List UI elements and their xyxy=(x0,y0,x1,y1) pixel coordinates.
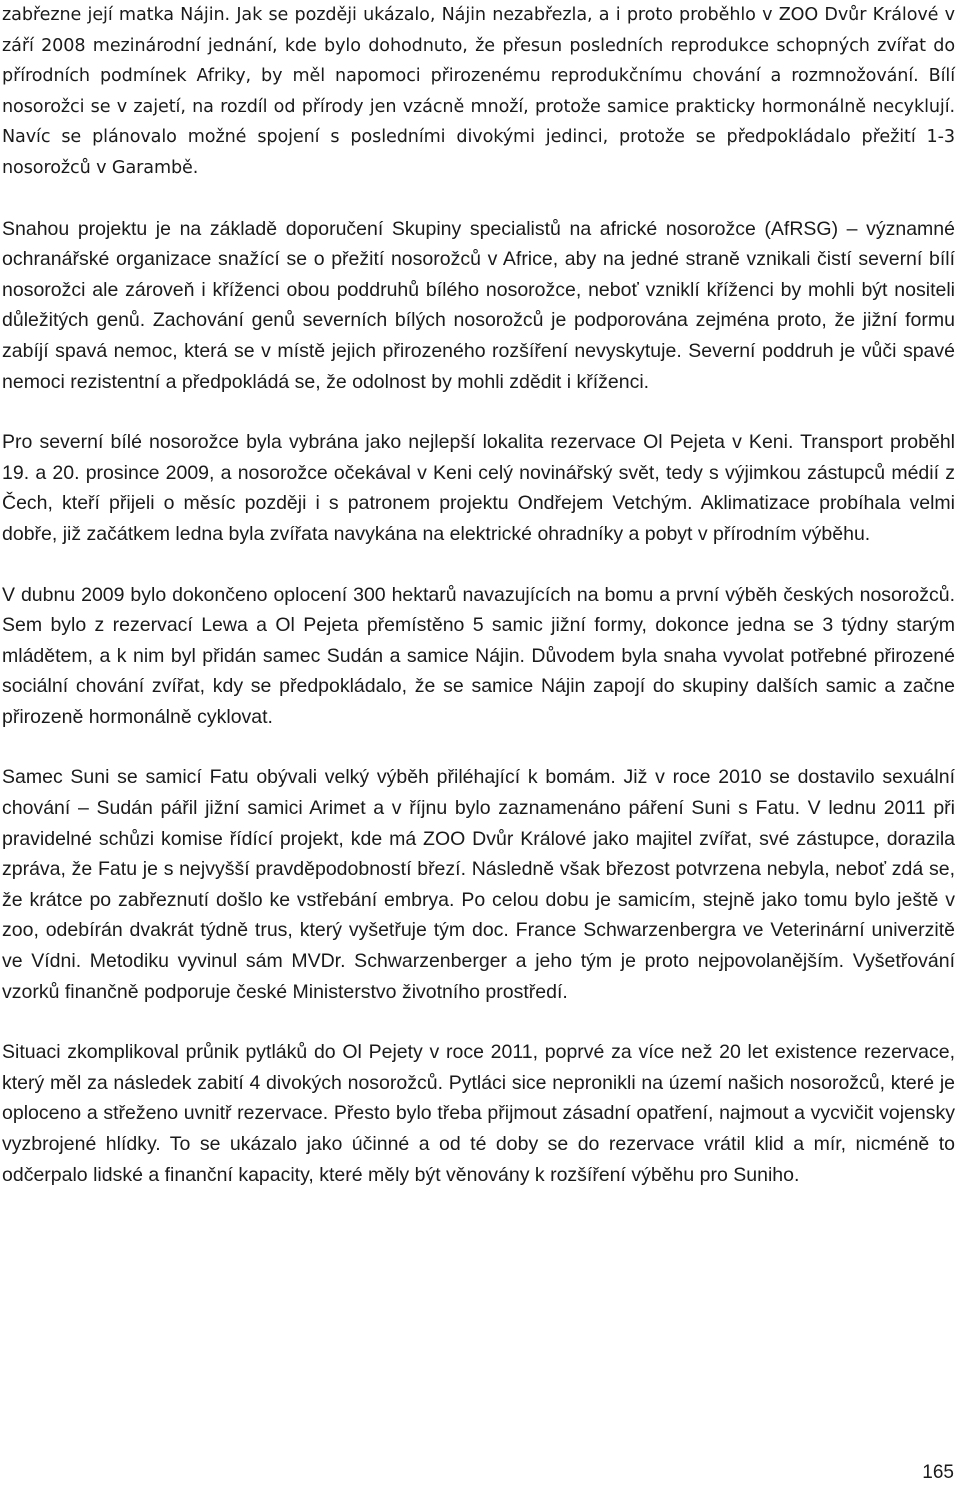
page-number: 165 xyxy=(922,1462,954,1483)
paragraph-2: Snahou projektu je na základě doporučení Skupiny specialistů na africké nosorožce (AfRSG) – významné ochranářské organizace snažící se o přežití nosorožců v Africe, aby na jedné straně vznikali čistí severní bílí nosorožci ale zároveň i kříženci obou poddruhů bílého nosorožce, neboť vzniklí kříženci by mohli být nositeli důležitých genů. Zachování genů severních bílých nosorožců je podporována zejména proto, že jižní formu zabíjí spavá nemoc, která se v místě jejich přirozeného rozšíření nevyskytuje. Severní poddruh je vůči spavé nemoci rezistentní a předpokládá se, že odolnost by mohli zdědit i kříženci. xyxy=(2,217,955,393)
paragraph-gap xyxy=(2,732,955,762)
paragraph-6: Situaci zkomplikoval průnik pytláků do Ol Pejety v roce 2011, poprvé za více než 20 let existence rezervace, který měl za následek zabití 4 divokých nosorožců. Pytláci sice nepronikli na území našich nosorožců, které je oploceno a střeženo uvnitř rezervace. Přesto bylo třeba přijmout zásadní opatření, najmout a vycvičit vojensky vyzbrojené hlídky. To se ukázalo jako účinné a od té doby se do rezervace vrátil klid a mír, nicméně to odčerpalo lidské a finanční kapacity, které měly být věnovány k rozšíření výběhu pro Suniho. xyxy=(2,1041,955,1186)
document-page xyxy=(2,0,955,1190)
paragraph-4: V dubnu 2009 bylo dokončeno oplocení 300 hektarů navazujících na bomu a první výběh českých nosorožců. Sem bylo z rezervací Lewa a Ol Pejeta přemístěno 5 samic jižní formy, dokonce jedna se 3 týdny starým mládětem, a k nim byl přidán samec Sudán a samice Nájin. Důvodem byla snaha vyvolat potřebné přirozené sociální chování zvířat, kdy se předpokládalo, že se samice Nájin zapojí do skupiny dalších samic a začne přirozeně hormonálně cyklovat. xyxy=(2,583,955,728)
paragraph-1: zabřezne její matka Nájin. Jak se později ukázalo, Nájin nezabřezla, a i proto proběhlo v ZOO Dvůr Králové v září 2008 mezinárodní jednání, kde bylo dohodnuto, že přesun posledních reprodukce schopných zvířat do přírodních podmínek Afriky, by měl napomoci přirozenému reprodukčnímu chování a rozmnožování. Bílí nosorožci se v zajetí, na rozdíl od přírody jen vzácně množí, protože samice prakticky hormonálně necyklují. Navíc se plánovalo možné spojení s posledními divokými jedinci, protože se předpokládalo přežití 1-3 nosorožců v Garambě. xyxy=(2,5,955,178)
paragraph-5: Samec Suni se samicí Fatu obývali velký výběh přiléhající k bomám. Již v roce 2010 se dostavilo sexuální chování – Sudán pářil jižní samici Arimet a v říjnu bylo zaznamenáno páření Suni s Fatu. V lednu 2011 při pravidelné schůzi komise řídící projekt, kde má ZOO Dvůr Králové jako majitel zvířat, své zástupce, dorazila zpráva, že Fatu je s nejvyšší pravděpodobností březí. Následně však březost potvrzena nebyla, neboť zdá se, že krátce po zabřeznutí došlo ke vstřebání embrya. Po celou dobu je samicím, stejně jako tomu bylo ještě v zoo, odebírán dvakrát týdně trus, který vyšetřuje tým doc. France Schwarzenbergra ve Veterinární univerzitě ve Vídni. Metodiku vyvinul sám MVDr. Schwarzenberger a jeho tým je proto nejpovolanějším. Vyšetřování vzorků finančně podporuje české Ministerstvo životního prostředí. xyxy=(2,766,955,1003)
paragraph-gap xyxy=(2,550,955,580)
paragraph-gap xyxy=(2,1007,955,1037)
paragraph-gap xyxy=(2,397,955,427)
paragraph-gap xyxy=(2,184,955,214)
paragraph-3: Pro severní bílé nosorožce byla vybrána jako nejlepší lokalita rezervace Ol Pejeta v Keni. Transport proběhl 19. a 20. prosince 2009, a nosorožce očekával v Keni celý novinářský svět, tedy s výjimkou zástupců médií z Čech, kteří přijeli o měsíc později i s patronem projektu Ondřejem Vetchým. Aklimatizace probíhala velmi dobře, již začátkem ledna byla zvířata navykána na elektrické ohradníky a pobyt v přírodním výběhu. xyxy=(2,431,955,545)
